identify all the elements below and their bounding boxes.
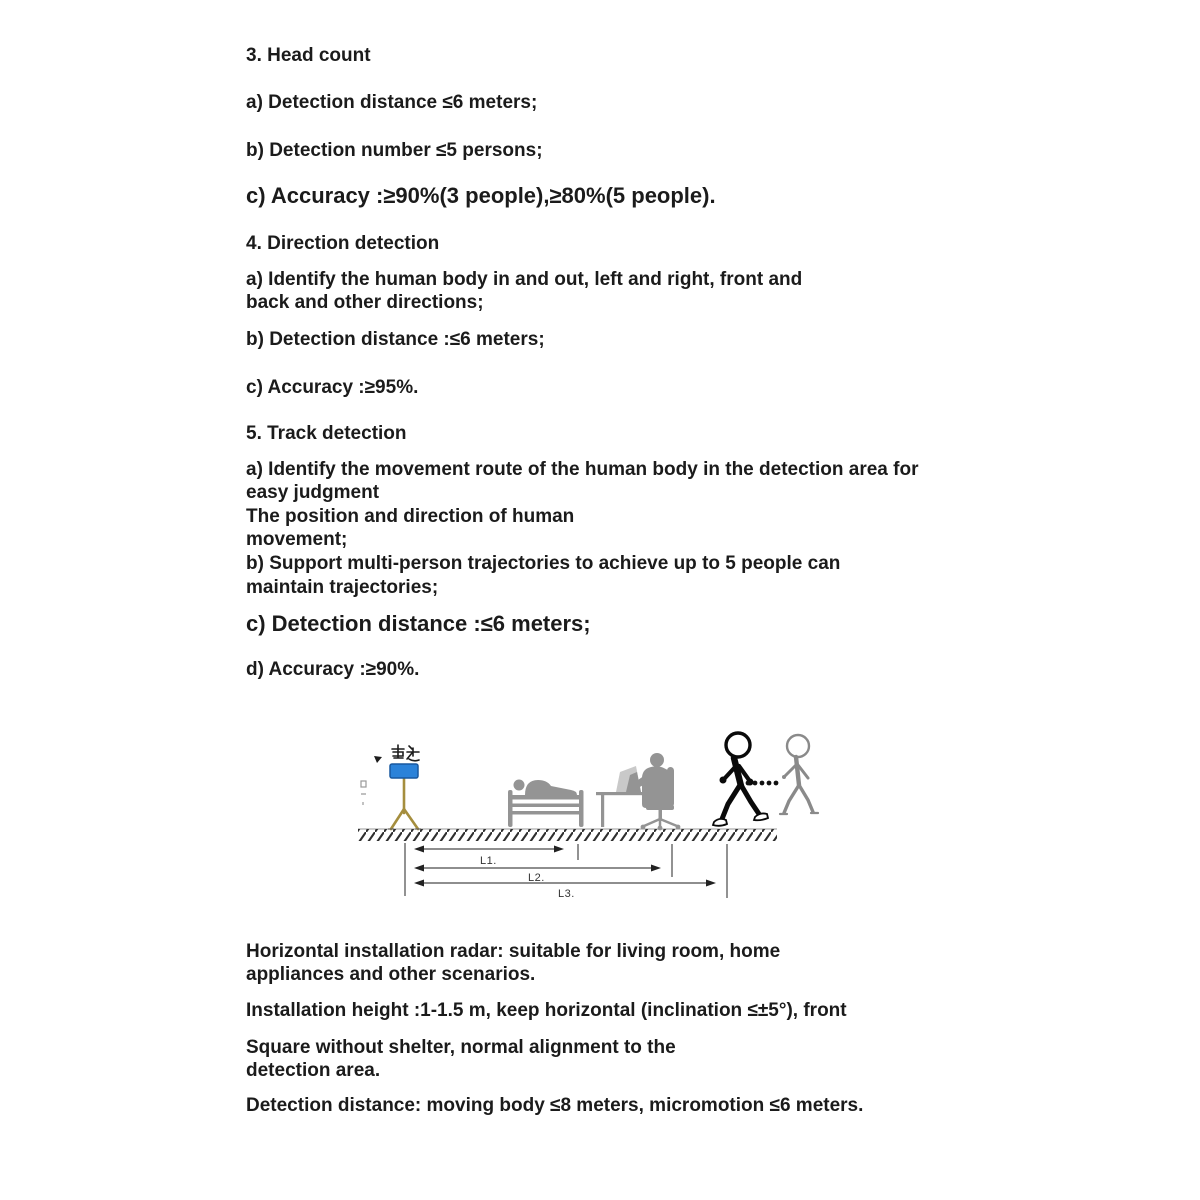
section5-item-d: d) Accuracy :≥90%. xyxy=(246,659,420,680)
section4-item-a-line2: back and other directions; xyxy=(246,292,484,313)
height-marks xyxy=(361,781,366,805)
radar-chinese-label-icon xyxy=(392,745,419,761)
note-horizontal-install-line2: appliances and other scenarios. xyxy=(246,964,536,985)
dimension-label-l1: L1. xyxy=(480,855,497,867)
section5-item-b-line1: b) Support multi-person trajectories to achieve up to 5 people can xyxy=(246,553,841,574)
section5-item-c: c) Detection distance :≤6 meters; xyxy=(246,611,591,636)
pointer-arrow-icon xyxy=(374,756,382,763)
ground-hatch xyxy=(358,829,777,841)
dimension-label-l2: L2. xyxy=(528,872,545,884)
section5-item-a-line4: movement; xyxy=(246,529,348,550)
section5-item-a-line1: a) Identify the movement route of the human body in the detection area for xyxy=(246,459,919,480)
section5-item-a-line2: easy judgment xyxy=(246,482,380,503)
dimension-arrowheads xyxy=(414,846,716,887)
section4-item-b: b) Detection distance :≤6 meters; xyxy=(246,329,545,350)
walking-person-gray xyxy=(780,735,818,814)
section3-item-c: c) Accuracy :≥90%(3 people),≥80%(5 people). xyxy=(246,183,716,208)
section4-title: 4. Direction detection xyxy=(246,233,440,254)
section4-item-a-line1: a) Identify the human body in and out, left and right, front and xyxy=(246,269,803,290)
note-square-shelter-line1: Square without shelter, normal alignment to the xyxy=(246,1037,676,1058)
section5-title: 5. Track detection xyxy=(246,423,407,444)
radar-tripod xyxy=(391,777,418,829)
section3-title: 3. Head count xyxy=(246,45,371,66)
walking-person-black xyxy=(713,733,768,826)
note-square-shelter-line2: detection area. xyxy=(246,1060,381,1081)
bed-with-person xyxy=(508,780,584,828)
dimension-label-l3: L3. xyxy=(558,888,575,900)
radar-device xyxy=(390,764,418,778)
person-at-desk xyxy=(596,753,680,830)
section3-item-b: b) Detection number ≤5 persons; xyxy=(246,140,543,161)
section5-item-b-line2: maintain trajectories; xyxy=(246,577,439,598)
section3-item-a: a) Detection distance ≤6 meters; xyxy=(246,92,538,113)
note-detection-distance: Detection distance: moving body ≤8 meters, micromotion ≤6 meters. xyxy=(246,1095,864,1116)
radar-scene-diagram xyxy=(330,715,870,925)
section5-item-a-line3: The position and direction of human xyxy=(246,506,575,527)
note-installation-height: Installation height :1-1.5 m, keep horizontal (inclination ≤±5°), front xyxy=(246,1000,847,1021)
note-horizontal-install-line1: Horizontal installation radar: suitable for living room, home xyxy=(246,941,781,962)
section4-item-c: c) Accuracy :≥95%. xyxy=(246,377,419,398)
